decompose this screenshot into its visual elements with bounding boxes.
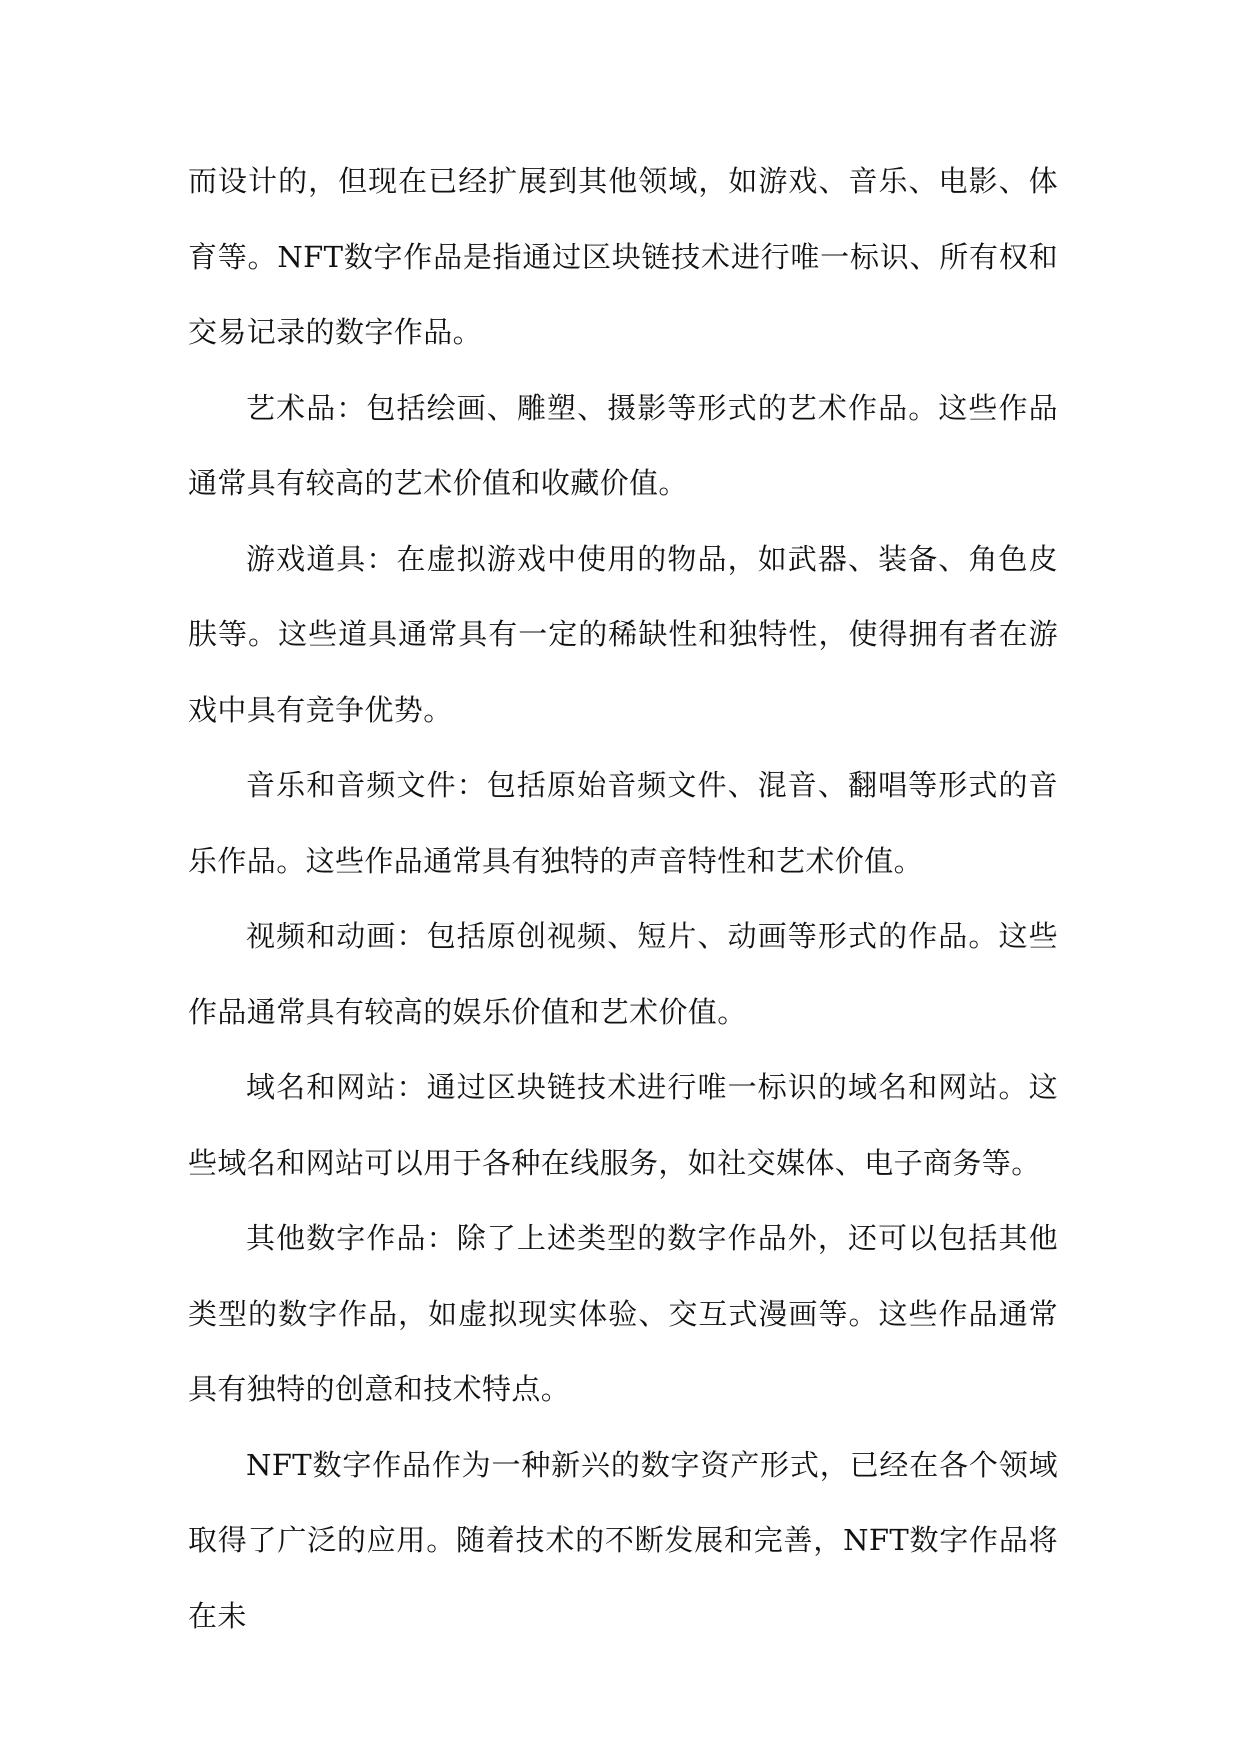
paragraph-video-animation: 视频和动画：包括原创视频、短片、动画等形式的作品。这些作品通常具有较高的娱乐价值和艺术价值。 bbox=[188, 919, 1058, 1029]
paragraph-conclusion: NFT数字作品作为一种新兴的数字资产形式，已经在各个领域取得了广泛的应用。随着技术的不断发展和完善，NFT数字作品将在未 bbox=[188, 1447, 1058, 1633]
paragraph-music-audio: 音乐和音频文件：包括原始音频文件、混音、翻唱等形式的音乐作品。这些作品通常具有独特的声音特性和艺术价值。 bbox=[188, 768, 1058, 878]
paragraph-artworks: 艺术品：包括绘画、雕塑、摄影等形式的艺术作品。这些作品通常具有较高的艺术价值和收藏价值。 bbox=[188, 390, 1058, 500]
paragraph-game-items: 游戏道具：在虚拟游戏中使用的物品，如武器、装备、角色皮肤等。这些道具通常具有一定的稀缺性和独特性，使得拥有者在游戏中具有竞争优势。 bbox=[188, 541, 1058, 727]
paragraph-domains-websites: 域名和网站：通过区块链技术进行唯一标识的域名和网站。这些域名和网站可以用于各种在线服务，如社交媒体、电子商务等。 bbox=[188, 1070, 1058, 1180]
paragraph-continued-intro: 而设计的，但现在已经扩展到其他领域，如游戏、音乐、电影、体育等。NFT数字作品是指通过区块链技术进行唯一标识、所有权和交易记录的数字作品。 bbox=[188, 164, 1058, 349]
document-body bbox=[188, 144, 1058, 1654]
paragraph-other-works: 其他数字作品：除了上述类型的数字作品外，还可以包括其他类型的数字作品，如虚拟现实体验、交互式漫画等。这些作品通常具有独特的创意和技术特点。 bbox=[188, 1221, 1058, 1406]
